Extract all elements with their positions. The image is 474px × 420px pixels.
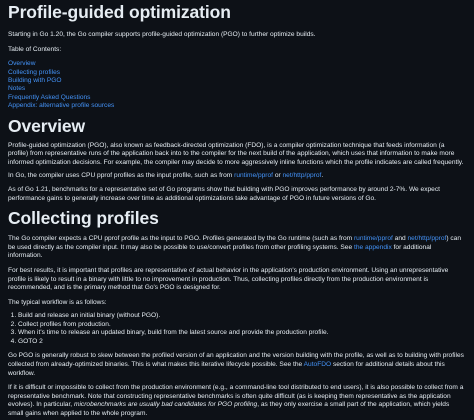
toc-item bbox=[8, 102, 466, 110]
toc-link-faq[interactable]: Frequently Asked Questions bbox=[8, 93, 91, 101]
link-runtime-pprof[interactable]: runtime/pprof bbox=[353, 235, 393, 243]
collecting-profiles-heading: Collecting profiles bbox=[8, 208, 159, 229]
toc-item bbox=[8, 60, 466, 68]
toc-link-notes[interactable]: Notes bbox=[8, 85, 26, 93]
toc-link-overview[interactable]: Overview bbox=[8, 60, 36, 68]
toc-link-collecting-profiles[interactable]: Collecting profiles bbox=[8, 68, 61, 76]
emphasis-microbenchmarks: microbenchmarks are usually bad candidates for PGO profiling bbox=[73, 401, 258, 409]
toc-item bbox=[8, 94, 466, 102]
overview-paragraph-1: Profile-guided optimization (PGO), also known as feedback-directed optimization (FDO), is a compiler optimization technique that feeds information (a profile) from representative runs of the application back into to the compiler for the next build of the application, which uses that information to make more informed optimization decisions. For example, the compiler may decide to more aggressively inline functions which the profile indicates are called frequently. bbox=[8, 141, 464, 166]
overview-paragraph-3: As of Go 1.21, benchmarks for a representative set of Go programs show that building with PGO improves performance by around 2-7%. We expect performance gains to generally increase over time as additional optimizations take advantage of PGO in future versions of Go. bbox=[8, 186, 440, 202]
toc-link-building-with-pgo[interactable]: Building with PGO bbox=[8, 77, 62, 84]
workflow-step: 1. Build and release an initial binary (without PGO). bbox=[18, 312, 466, 321]
intro-paragraph: Starting in Go 1.20, the Go compiler supports profile-guided optimization (PGO) to further optimize builds. bbox=[8, 31, 316, 38]
link-net-http-pprof[interactable]: net/http/pprof bbox=[282, 172, 322, 180]
table-of-contents bbox=[8, 60, 466, 110]
collecting-paragraph-5: If it is difficult or impossible to collect from the production environment (e.g., a command-line tool distributed to end users), it is also possible to collect from a representative benchmark. Note that constructing representative benchmarks is often quite difficult (as is keeping them representative as the application evolves). In particular, microbenchmarks are usually bad candidates for PGO profiling, as they only exercise a small part of the application, which yields small gains when applied to the whole program. bbox=[8, 384, 464, 417]
workflow-step: 2. Collect profiles from production. bbox=[18, 321, 466, 330]
collecting-paragraph-1: The Go compiler expects a CPU pprof profile as the input to PGO. Profiles generated by the Go runtime (such as from runtime/pprof and net/http/pprof) can be used directly as the compiler input. It may also be possible to use/convert profiles from other profiling systems. See the appendix for additional information. bbox=[8, 235, 462, 260]
link-autofdo[interactable]: AutoFDO bbox=[303, 360, 332, 368]
workflow-intro: The typical workflow is as follows: bbox=[8, 298, 107, 306]
toc-label: Table of Contents: bbox=[8, 45, 62, 53]
collecting-paragraph-4: Go PGO is generally robust to skew between the profiled version of an application and the version building with the profile, as well as to building with profiles collected from already-optimized binaries. This is what makes this iterative lifecycle possible. See the AutoFDO section for additional details about this workflow. bbox=[8, 352, 464, 377]
page-title: Profile-guided optimization bbox=[8, 2, 231, 22]
workflow-step: 4. GOTO 2 bbox=[18, 338, 466, 347]
document-page bbox=[0, 2, 466, 420]
workflow-step: 3. When it's time to release an updated binary, build from the latest source and provide the production profile. bbox=[18, 329, 466, 338]
link-appendix[interactable]: the appendix bbox=[353, 243, 392, 251]
link-net-http-pprof[interactable]: net/http/pprof bbox=[407, 235, 447, 243]
overview-paragraph-2: In Go, the compiler uses CPU pprof profiles as the input profile, such as from runtime/pprof or net/http/pprof. bbox=[8, 172, 324, 180]
collecting-paragraph-2: For best results, it is important that profiles are representative of actual behavior in the application's production environment. Using an unrepresentative profile is likely to result in a binary with little to no improvement in production. Thus, collecting profiles directly from the production environment is recommended, and is the primary method that Go's PGO is designed for. bbox=[8, 266, 449, 292]
overview-heading: Overview bbox=[8, 115, 86, 136]
toc-item bbox=[8, 69, 466, 77]
toc-link-appendix[interactable]: Appendix: alternative profile sources bbox=[8, 102, 115, 110]
toc-item bbox=[8, 77, 466, 85]
toc-item bbox=[8, 85, 466, 93]
workflow-steps bbox=[8, 312, 466, 346]
link-runtime-pprof[interactable]: runtime/pprof bbox=[234, 172, 273, 180]
